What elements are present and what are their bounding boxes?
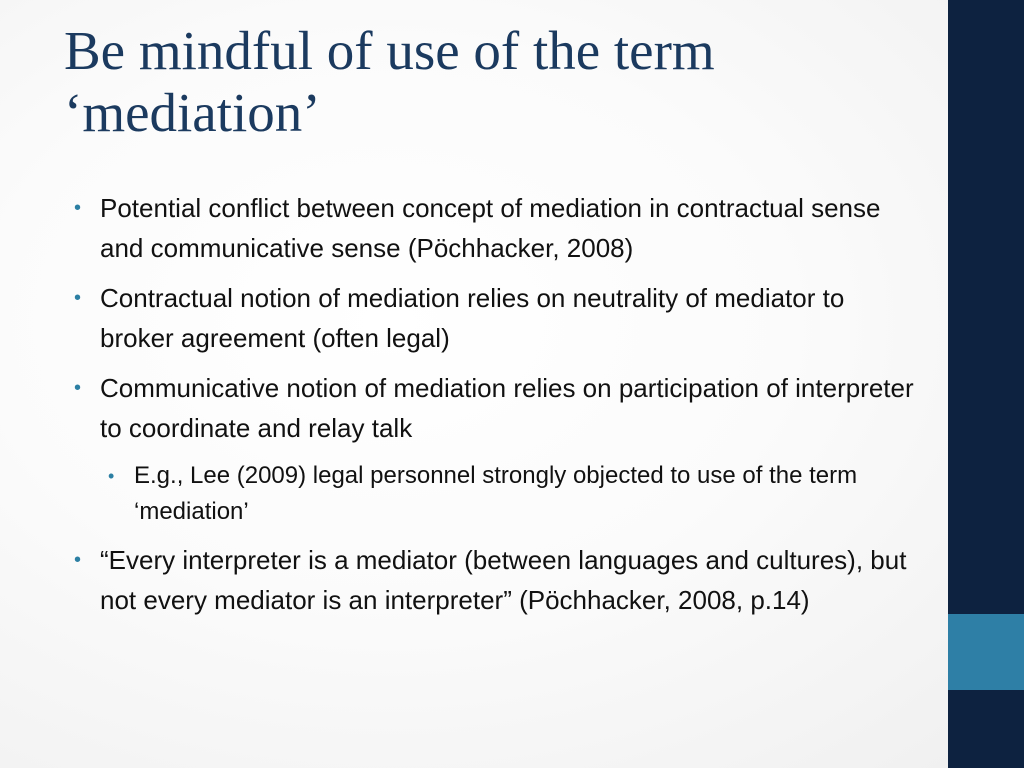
bullet-text: “Every interpreter is a mediator (between languages and cultures), but not every mediator is an interpreter” (Pöchhacker, 2008, p.14) bbox=[100, 545, 907, 615]
bullet-text: Potential conflict between concept of mediation in contractual sense and communicative sense (Pöchhacker, 2008) bbox=[100, 193, 881, 263]
sub-bullet-item bbox=[106, 458, 922, 530]
bullet-text: E.g., Lee (2009) legal personnel strongly objected to use of the term ‘mediation’ bbox=[134, 462, 858, 525]
bullet-dot-icon: • bbox=[74, 197, 82, 219]
bullet-item bbox=[72, 278, 922, 358]
bullet-dot-icon: • bbox=[74, 377, 82, 399]
bullet-list bbox=[72, 188, 922, 630]
bullet-text: Contractual notion of mediation relies on neutrality of mediator to broker agreement (often legal) bbox=[100, 283, 845, 353]
sidebar-accent-block bbox=[948, 614, 1024, 690]
bullet-text: Communicative notion of mediation relies on participation of interpreter to coordinate and relay talk bbox=[100, 373, 914, 443]
bullet-item bbox=[72, 540, 922, 620]
bullet-dot-icon: • bbox=[74, 549, 82, 571]
bullet-dot-icon: • bbox=[74, 287, 82, 309]
bullet-dot-icon: • bbox=[108, 466, 115, 486]
bullet-item bbox=[72, 368, 922, 448]
bullet-item bbox=[72, 188, 922, 268]
slide-title: Be mindful of use of the term ‘mediation’ bbox=[64, 20, 715, 143]
